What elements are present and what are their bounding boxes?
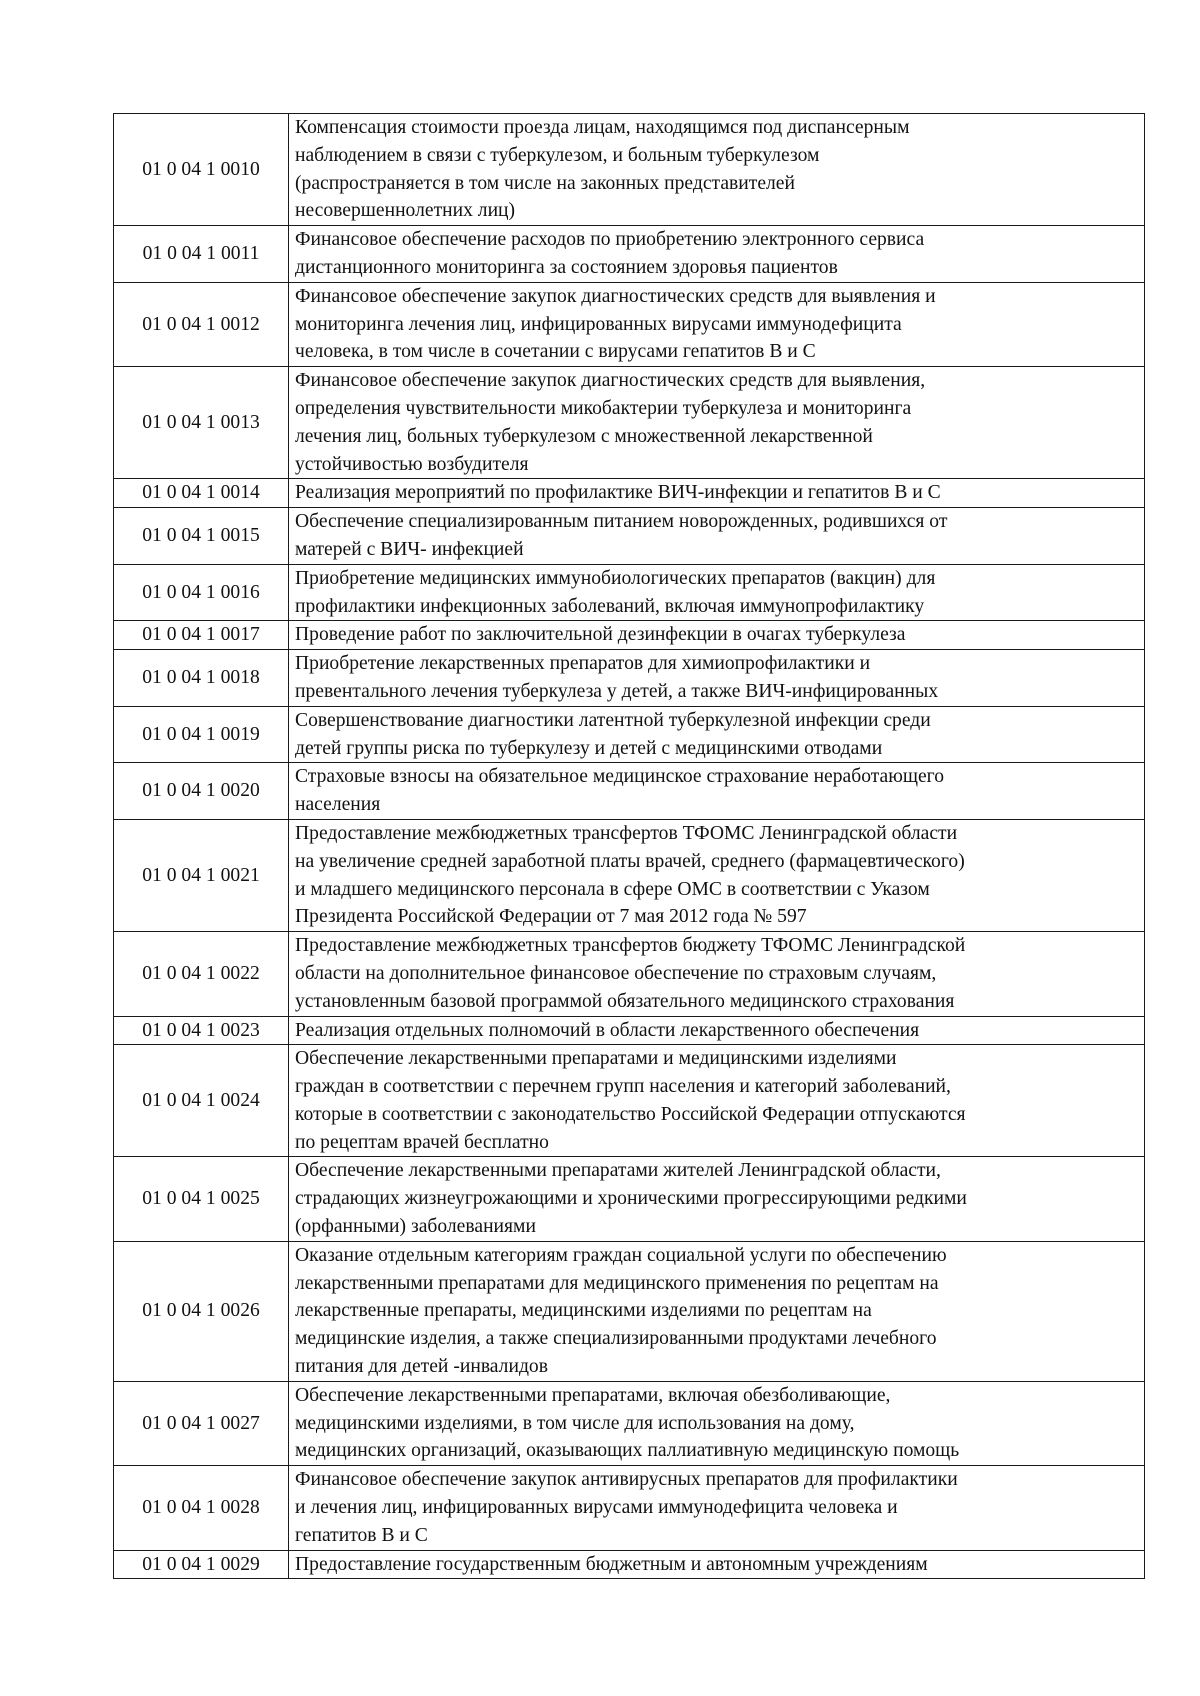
budget-code-cell: 01 0 04 1 0015 — [114, 508, 289, 565]
table-row — [114, 508, 1145, 565]
table-row — [114, 650, 1145, 707]
description-cell: Предоставление межбюджетных трансфертов ТФОМС Ленинградской области на увеличение средней заработной платы врачей, среднего (фармацевтического) и младшего медицинского персонала в сфере ОМС в соответствии с Указом Президента Российской Федерации от 7 мая 2012 года № 597 — [289, 819, 1145, 931]
budget-code-cell: 01 0 04 1 0014 — [114, 479, 289, 508]
description-cell: Финансовое обеспечение закупок диагностических средств для выявления и мониторинга лечения лиц, инфицированных вирусами иммунодефицита человека, в том числе в сочетании с вирусами гепатитов В и С — [289, 282, 1145, 366]
budget-code-cell: 01 0 04 1 0023 — [114, 1016, 289, 1045]
table-row — [114, 1157, 1145, 1241]
table-row — [114, 763, 1145, 820]
description-cell: Финансовое обеспечение закупок диагностических средств для выявления, определения чувствительности микобактерии туберкулеза и мониторинга лечения лиц, больных туберкулезом с множественной лекарственной устойчивостью возбудителя — [289, 367, 1145, 479]
description-cell: Реализация отдельных полномочий в области лекарственного обеспечения — [289, 1016, 1145, 1045]
budget-code-cell: 01 0 04 1 0024 — [114, 1045, 289, 1157]
table-body — [114, 114, 1145, 1579]
description-cell: Предоставление межбюджетных трансфертов бюджету ТФОМС Ленинградской области на дополнительное финансовое обеспечение по страховым случаям, установленным базовой программой обязательного медицинского страхования — [289, 932, 1145, 1016]
budget-code-cell: 01 0 04 1 0011 — [114, 226, 289, 283]
table-row — [114, 226, 1145, 283]
budget-code-table — [113, 113, 1145, 1579]
table-row — [114, 1381, 1145, 1465]
table-row — [114, 1550, 1145, 1579]
description-cell: Предоставление государственным бюджетным и автономным учреждениям — [289, 1550, 1145, 1579]
description-cell: Обеспечение лекарственными препаратами жителей Ленинградской области, страдающих жизнеугрожающими и хроническими прогрессирующими редкими (орфанными) заболеваниями — [289, 1157, 1145, 1241]
budget-code-cell: 01 0 04 1 0012 — [114, 282, 289, 366]
budget-code-cell: 01 0 04 1 0027 — [114, 1381, 289, 1465]
budget-code-cell: 01 0 04 1 0021 — [114, 819, 289, 931]
table-row — [114, 479, 1145, 508]
table-row — [114, 564, 1145, 621]
budget-code-cell: 01 0 04 1 0025 — [114, 1157, 289, 1241]
budget-code-cell: 01 0 04 1 0022 — [114, 932, 289, 1016]
table-row — [114, 114, 1145, 226]
table-row — [114, 932, 1145, 1016]
table-row — [114, 706, 1145, 763]
table-row — [114, 1016, 1145, 1045]
budget-code-cell: 01 0 04 1 0017 — [114, 621, 289, 650]
budget-code-cell: 01 0 04 1 0020 — [114, 763, 289, 820]
description-cell: Совершенствование диагностики латентной туберкулезной инфекции среди детей группы риска по туберкулезу и детей с медицинскими отводами — [289, 706, 1145, 763]
description-cell: Финансовое обеспечение расходов по приобретению электронного сервиса дистанционного мониторинга за состоянием здоровья пациентов — [289, 226, 1145, 283]
budget-code-cell: 01 0 04 1 0013 — [114, 367, 289, 479]
budget-code-cell: 01 0 04 1 0029 — [114, 1550, 289, 1579]
budget-code-cell: 01 0 04 1 0016 — [114, 564, 289, 621]
description-cell: Приобретение лекарственных препаратов для химиопрофилактики и превентального лечения туберкулеза у детей, а также ВИЧ-инфицированных — [289, 650, 1145, 707]
budget-code-cell: 01 0 04 1 0026 — [114, 1241, 289, 1381]
description-cell: Компенсация стоимости проезда лицам, находящимся под диспансерным наблюдением в связи с туберкулезом, и больным туберкулезом (распространяется в том числе на законных представителей несовершеннолетних лиц) — [289, 114, 1145, 226]
table-row — [114, 819, 1145, 931]
description-cell: Обеспечение лекарственными препаратами, включая обезболивающие, медицинскими изделиями, в том числе для использования на дому, медицинских организаций, оказывающих паллиативную медицинскую помощь — [289, 1381, 1145, 1465]
table-row — [114, 1045, 1145, 1157]
table-row — [114, 621, 1145, 650]
description-cell: Финансовое обеспечение закупок антивирусных препаратов для профилактики и лечения лиц, инфицированных вирусами иммунодефицита человека и гепатитов В и С — [289, 1466, 1145, 1550]
budget-code-cell: 01 0 04 1 0010 — [114, 114, 289, 226]
table-row — [114, 1466, 1145, 1550]
description-cell: Реализация мероприятий по профилактике ВИЧ-инфекции и гепатитов В и С — [289, 479, 1145, 508]
budget-code-cell: 01 0 04 1 0019 — [114, 706, 289, 763]
description-cell: Приобретение медицинских иммунобиологических препаратов (вакцин) для профилактики инфекционных заболеваний, включая иммунопрофилактику — [289, 564, 1145, 621]
description-cell: Оказание отдельным категориям граждан социальной услуги по обеспечению лекарственными препаратами для медицинского применения по рецептам на лекарственные препараты, медицинскими изделиями по рецептам на медицинские изделия, а также специализированными продуктами лечебного питания для детей -инвалидов — [289, 1241, 1145, 1381]
table-row — [114, 367, 1145, 479]
budget-code-cell: 01 0 04 1 0018 — [114, 650, 289, 707]
description-cell: Страховые взносы на обязательное медицинское страхование неработающего населения — [289, 763, 1145, 820]
table-row — [114, 282, 1145, 366]
description-cell: Обеспечение специализированным питанием новорожденных, родившихся от матерей с ВИЧ- инфекцией — [289, 508, 1145, 565]
description-cell: Обеспечение лекарственными препаратами и медицинскими изделиями граждан в соответствии с перечнем групп населения и категорий заболеваний, которые в соответствии с законодательство Российской Федерации отпускаются по рецептам врачей бесплатно — [289, 1045, 1145, 1157]
description-cell: Проведение работ по заключительной дезинфекции в очагах туберкулеза — [289, 621, 1145, 650]
table-row — [114, 1241, 1145, 1381]
budget-code-cell: 01 0 04 1 0028 — [114, 1466, 289, 1550]
